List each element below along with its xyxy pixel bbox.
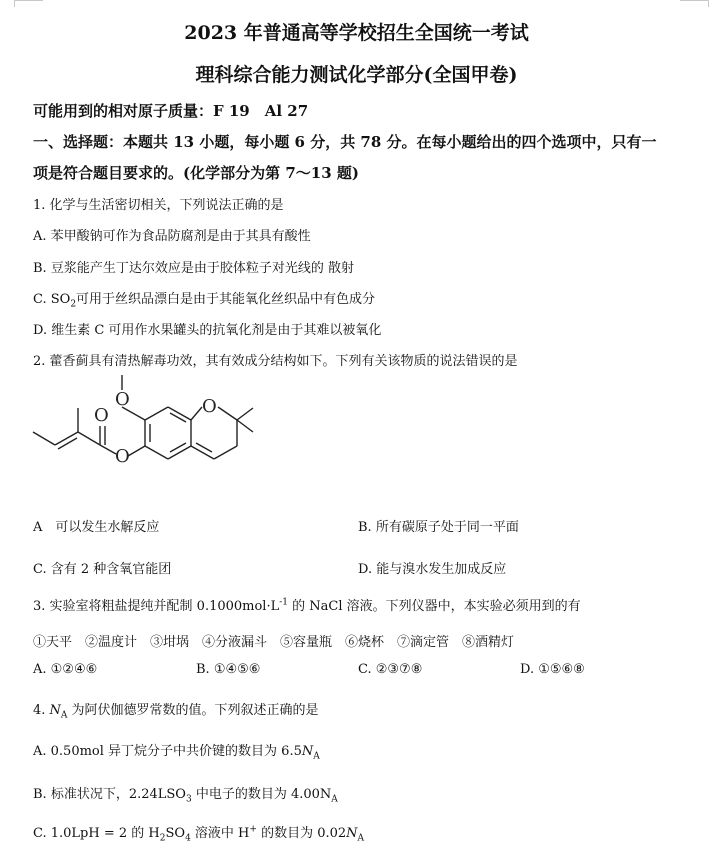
atom-label-o-ring: O — [202, 396, 217, 417]
q4-option-c-so: SO — [165, 826, 186, 841]
q4-option-c-superscript: + — [249, 824, 257, 835]
exam-title: 2023 年普通高等学校招生全国统一考试 — [184, 22, 529, 44]
q1-option-b: B. 豆浆能产生丁达尔效应是由于胶体粒子对光线的 散射 — [33, 261, 354, 276]
q4-option-c-mid: 溶液中 H — [190, 826, 250, 841]
q3-stem-text: 的 NaCl 溶液。下列仪器中，本实验必须用到的有 — [288, 599, 581, 614]
section-instructions-line-2: 项是符合题目要求的。(化学部分为第 7～13 题) — [33, 164, 359, 182]
q4-option-c-h2-subscript: 2 — [159, 833, 166, 844]
molecular-structure — [0, 370, 260, 495]
q1-option-c-subscript: 2 — [70, 299, 77, 310]
q4-option-b-so3-subscript: 3 — [185, 794, 192, 805]
section-instructions-line-1: 一、选择题：本题共 13 小题，每小题 6 分，共 78 分。在每小题给出的四个选项中，只有一 — [33, 133, 657, 151]
q2-option-a: A 可以发生水解反应 — [33, 520, 160, 535]
q4-option-b-symbol: N — [319, 787, 332, 802]
q3-stem — [33, 595, 581, 614]
q1-stem: 1. 化学与生活密切相关，下列说法正确的是 — [33, 198, 284, 213]
q3-option-c: C. ②③⑦⑧ — [358, 662, 423, 677]
atom-label-o-ester: O — [115, 446, 130, 467]
page-corner-mark-right — [680, 0, 709, 7]
page-corner-mark-left — [14, 0, 43, 7]
q3-stem-superscript: -1 — [279, 597, 289, 608]
q4-option-b-prefix: B. 标准状况下，2.24LSO — [33, 787, 186, 802]
q4-option-c-symbol: N — [346, 826, 358, 841]
q4-option-c-prefix: C. 1.0LpH = 2 的 H — [33, 826, 160, 841]
q3-stem-prefix: 3. 实验室将粗盐提纯并配制 0.1000mol·L — [33, 599, 280, 614]
q1-option-c — [33, 288, 375, 310]
q3-option-b: B. ①④⑤⑥ — [196, 662, 261, 677]
q4-option-a — [33, 740, 320, 762]
q1-option-a: A. 苯甲酸钠可作为食品防腐剂是由于其具有酸性 — [33, 229, 311, 244]
atom-label-o-carbonyl: O — [94, 405, 109, 426]
atomic-masses-line: 可能用到的相对原子质量：F 19 Al 27 — [33, 102, 309, 120]
q2-option-c: C. 含有 2 种含氧官能团 — [33, 562, 172, 577]
q4-option-a-subscript: A — [313, 751, 320, 762]
atom-label-o-methoxy: O — [115, 389, 130, 410]
q3-option-a: A. ①②④⑥ — [33, 662, 98, 677]
q4-avogadro-subscript: A — [60, 710, 68, 721]
q1-option-c-prefix: C. SO — [33, 292, 71, 307]
q4-stem-text: 为阿伏伽德罗常数的值。下列叙述正确的是 — [67, 703, 319, 718]
q4-option-a-symbol: N — [301, 744, 314, 759]
q4-option-c — [33, 822, 364, 844]
q2-option-d: D. 能与溴水发生加成反应 — [358, 562, 507, 577]
q4-option-c-so4-subscript: 4 — [185, 833, 191, 844]
q4-option-a-text: A. 0.50mol 异丁烷分子中共价键的数目为 6.5 — [33, 744, 302, 759]
q4-number: 4. — [33, 703, 50, 718]
q4-option-c-text: 的数目为 0.02 — [256, 826, 347, 841]
q4-stem — [33, 699, 319, 721]
q1-option-c-text: 可用于丝织品漂白是由于其能氧化丝织品中有色成分 — [76, 292, 376, 307]
exam-subtitle: 理科综合能力测试化学部分(全国甲卷) — [195, 64, 518, 86]
q2-option-b: B. 所有碳原子处于同一平面 — [358, 520, 519, 535]
q4-option-b — [33, 783, 338, 805]
q4-option-b-text: 中电子的数目为 4.00 — [191, 787, 320, 802]
q3-option-d: D. ①⑤⑥⑧ — [520, 662, 585, 677]
q1-option-d: D. 维生素 C 可用作水果罐头的抗氧化剂是由于其难以被氧化 — [33, 323, 382, 338]
q3-instrument-list: ①天平 ②温度计 ③坩埚 ④分液漏斗 ⑤容量瓶 ⑥烧杯 ⑦滴定管 ⑧酒精灯 — [33, 635, 515, 650]
q4-option-b-subscript: A — [331, 794, 338, 805]
q2-stem: 2. 藿香蓟具有清热解毒功效，其有效成分结构如下。下列有关该物质的说法错误的是 — [33, 354, 518, 369]
q4-avogadro-symbol: N — [49, 703, 61, 718]
q4-option-c-subscript: A — [357, 833, 365, 844]
